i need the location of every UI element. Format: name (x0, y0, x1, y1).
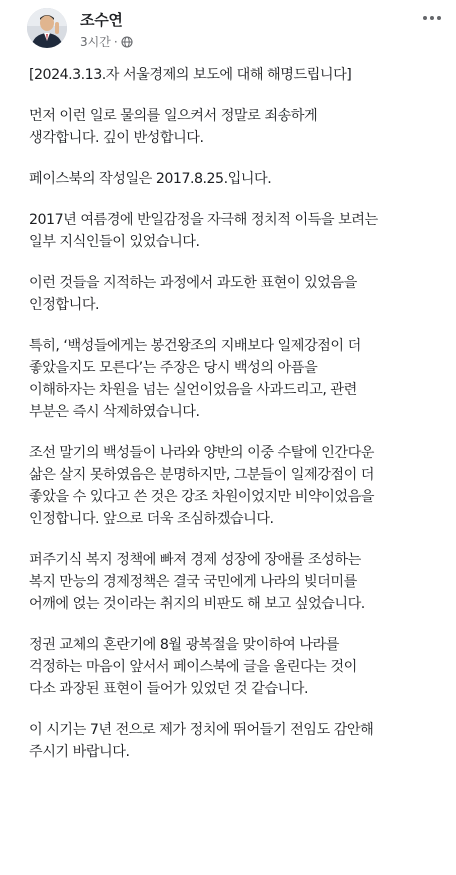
post-paragraph: 페이스북의 작성일은 2017.8.25.입니다. (29, 171, 272, 187)
globe-icon[interactable] (121, 36, 133, 48)
meta-separator: · (113, 34, 118, 49)
post-paragraph: [2024.3.13.자 서울경제의 보도에 대해 해명드립니다] (29, 67, 352, 83)
more-options-icon[interactable] (420, 8, 444, 28)
post-paragraph: 퍼주기식 복지 정책에 빠져 경제 성장에 장애를 조성하는 복지 만능의 경제정책은 결국 국민에게 나라의 빚더미를 어깨에 얹는 것이라는 취지의 비판도 해 보고 싶었습니다. (29, 552, 365, 612)
post-header (0, 0, 456, 60)
post-paragraph: 정권 교체의 혼란기에 8월 광복절을 맞이하여 나라를 걱정하는 마음이 앞서서 페이스북에 글을 올린다는 것이 다소 과장된 표현이 들어가 있었던 것 같습니다. (29, 637, 357, 697)
post-paragraph: 이 시기는 7년 전으로 제가 정치에 뛰어들기 전임도 감안해 주시기 바랍니다. (29, 722, 374, 760)
author-name[interactable]: 조수연 (80, 11, 123, 29)
post-paragraph: 조선 말기의 백성들이 나라와 양반의 이중 수탈에 인간다운 삶은 살지 못하였음은 분명하지만, 그분들이 일제강점이 더 좋았을 수 있다고 쓴 것은 강조 차원이었지만 비약이었음을 인정합니다. 앞으로 더욱 조심하겠습니다. (29, 445, 374, 527)
post-paragraph: 먼저 이런 일로 물의를 일으켜서 정말로 죄송하게 생각합니다. 깊이 반성합니다. (29, 108, 318, 146)
avatar[interactable] (27, 8, 67, 48)
post-paragraph: 이런 것들을 지적하는 과정에서 과도한 표현이 있었음을 인정합니다. (29, 275, 357, 313)
post-body (29, 64, 451, 782)
post-timestamp[interactable]: 3시간 (80, 35, 111, 49)
post-paragraph: 특히, ‘백성들에게는 봉건왕조의 지배보다 일제강점이 더 좋았을지도 모른다’는 주장은 당시 백성의 아픔을 이해하자는 차원을 넘는 실언이었음을 사과드리고, 관련 부분은 즉시 삭제하였습니다. (29, 338, 361, 420)
post-paragraph: 2017년 여름경에 반일감정을 자극해 정치적 이득을 보려는 일부 지식인들이 있었습니다. (29, 212, 378, 250)
profile-photo-icon (27, 8, 67, 48)
post-meta (80, 33, 133, 50)
